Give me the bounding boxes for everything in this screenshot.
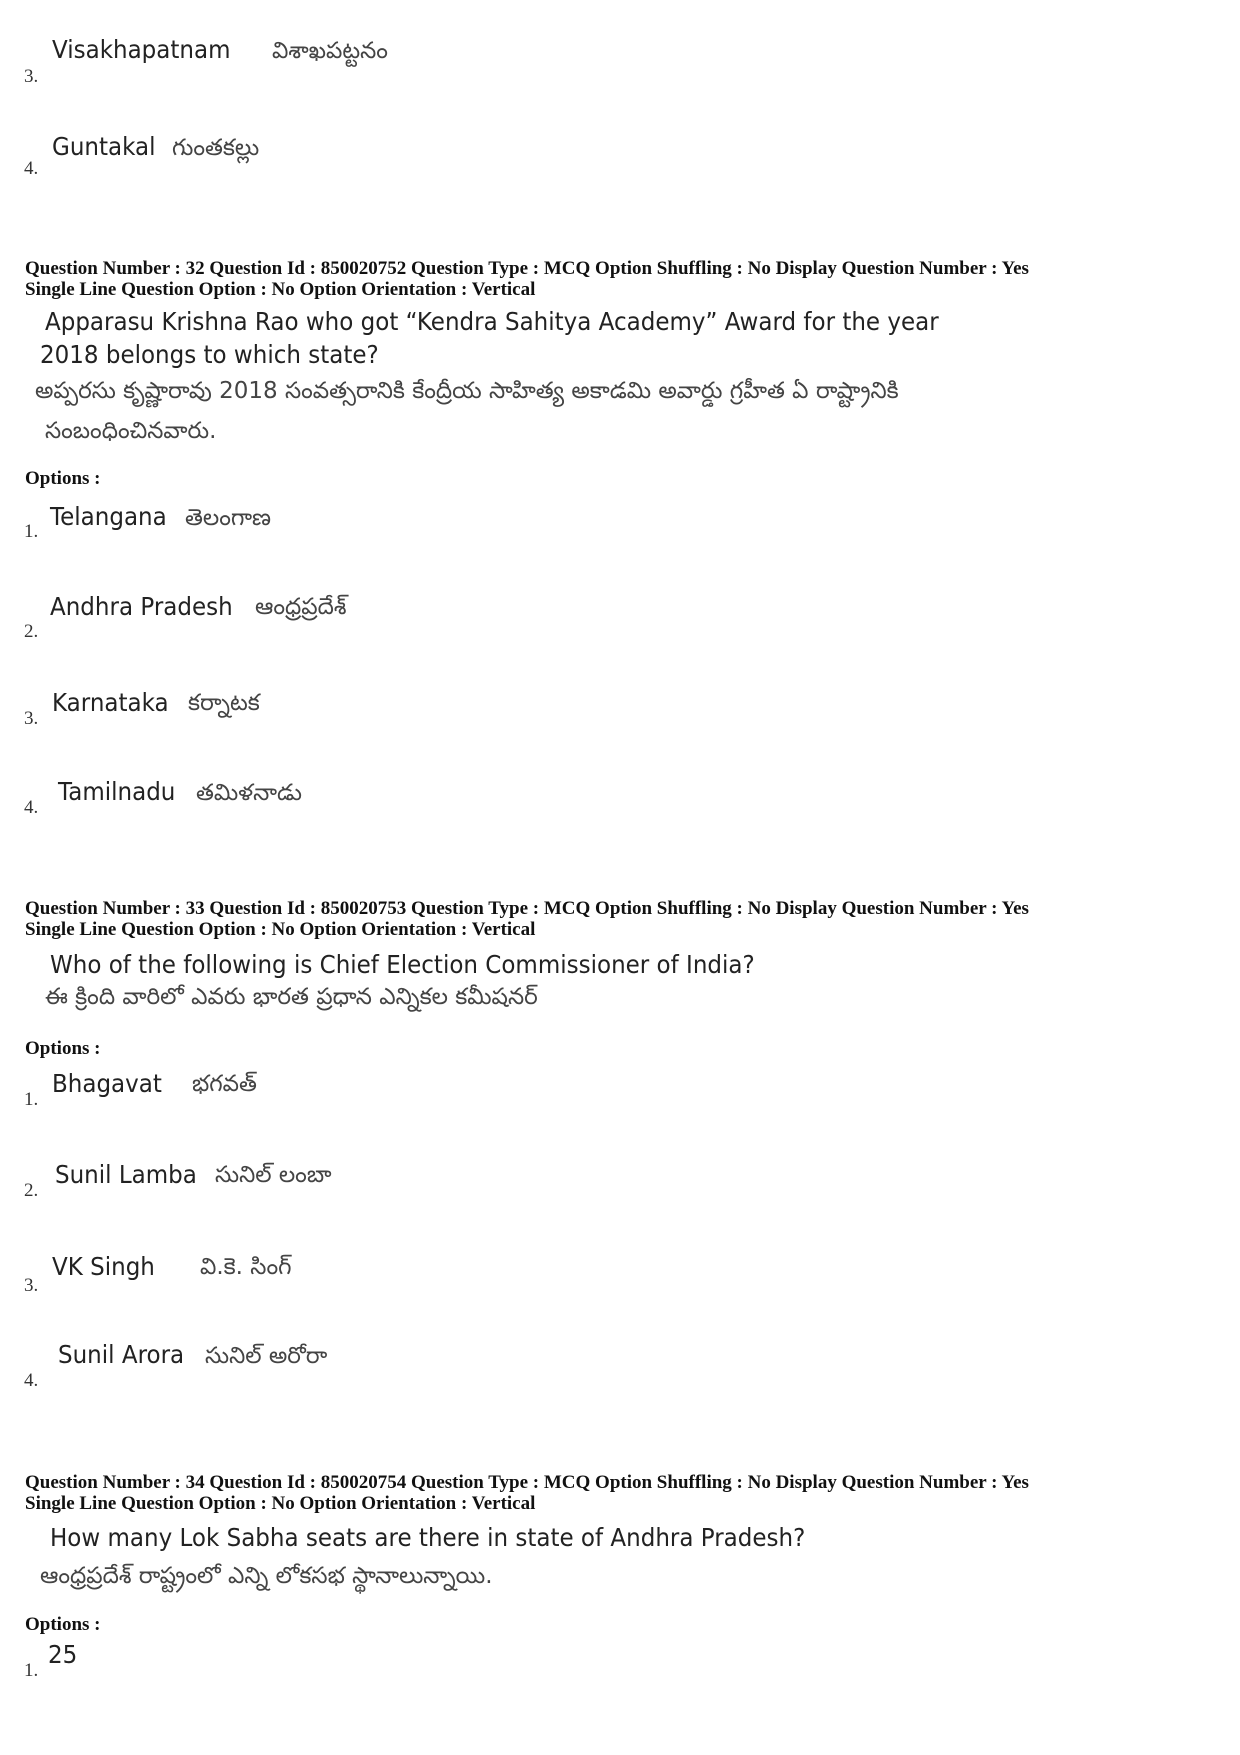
option-text-telugu: గుంతకల్లు xyxy=(172,135,260,161)
options-label: Options : xyxy=(25,468,101,489)
question-text: How many Lok Sabha seats are there in state of Andhra Pradesh? xyxy=(50,1523,806,1552)
option-text-telugu: సునిల్ లంబా xyxy=(215,1162,332,1188)
question-header: Single Line Question Option : No Option Orientation : Vertical xyxy=(25,279,536,300)
option-number: 4. xyxy=(24,158,39,179)
question-header: Single Line Question Option : No Option Orientation : Vertical xyxy=(25,919,536,940)
option-text: Karnataka xyxy=(52,688,169,717)
option-number: 3. xyxy=(24,1275,39,1296)
option-number: 2. xyxy=(24,1180,39,1201)
options-label: Options : xyxy=(25,1038,101,1059)
option-text: Sunil Arora xyxy=(58,1340,185,1369)
option-text-telugu: విశాఖపట్టనం xyxy=(272,38,388,64)
option-number: 1. xyxy=(24,521,39,542)
option-text: Guntakal xyxy=(52,132,156,161)
option-text-telugu: తెలంగాణ xyxy=(185,505,272,531)
question-text-telugu: ఆంధ్రప్రదేశ్ రాష్ట్రంలో ఎన్ని లోకసభ స్థానాలున్నాయి. xyxy=(40,1563,493,1589)
option-text-telugu: సునిల్ అరోరా xyxy=(205,1343,328,1369)
option-text-telugu: ఆంధ్రప్రదేశ్ xyxy=(255,594,347,620)
question-text-telugu: ఈ క్రింది వారిలో ఎవరు భారత ప్రధాన ఎన్నికల కమీషనర్ xyxy=(45,984,538,1010)
option-text-telugu: భగవత్ xyxy=(192,1071,257,1097)
option-number: 4. xyxy=(24,1370,39,1391)
question-header: Single Line Question Option : No Option Orientation : Vertical xyxy=(25,1493,536,1514)
question-header: Question Number : 32 Question Id : 850020752 Question Type : MCQ Option Shuffling : No Display Question Number : Yes xyxy=(25,258,1029,279)
question-text-telugu: సంబంధించినవారు. xyxy=(45,418,217,444)
question-text: Who of the following is Chief Election Commissioner of India? xyxy=(50,950,755,979)
option-text-telugu: కర్నాటక xyxy=(188,690,260,716)
question-text: Apparasu Krishna Rao who got “Kendra Sahitya Academy” Award for the year xyxy=(45,307,939,336)
option-text: Visakhapatnam xyxy=(52,35,231,64)
option-text: Tamilnadu xyxy=(58,777,176,806)
option-number: 1. xyxy=(24,1089,39,1110)
option-number: 1. xyxy=(24,1660,39,1681)
option-text-telugu: వి.కె. సింగ్ xyxy=(200,1254,292,1280)
option-text: Andhra Pradesh xyxy=(50,592,233,621)
question-text-telugu: అప్పరసు కృష్ణారావు 2018 సంవత్సరానికి కేంద్రీయ సాహిత్య అకాడమి అవార్డు గ్రహీత ఏ రాష్ట్రానికి xyxy=(35,378,899,404)
option-text: Telangana xyxy=(50,502,167,531)
option-text: VK Singh xyxy=(52,1252,155,1281)
option-text-telugu: తమిళనాడు xyxy=(196,780,302,806)
question-header: Question Number : 33 Question Id : 850020753 Question Type : MCQ Option Shuffling : No Display Question Number : Yes xyxy=(25,898,1029,919)
option-number: 2. xyxy=(24,621,39,642)
option-number: 3. xyxy=(24,708,39,729)
option-text: 25 xyxy=(48,1640,78,1669)
option-number: 4. xyxy=(24,797,39,818)
options-label: Options : xyxy=(25,1614,101,1635)
option-text: Sunil Lamba xyxy=(55,1160,197,1189)
option-text: Bhagavat xyxy=(52,1069,162,1098)
question-header: Question Number : 34 Question Id : 850020754 Question Type : MCQ Option Shuffling : No Display Question Number : Yes xyxy=(25,1472,1029,1493)
question-text: 2018 belongs to which state? xyxy=(40,340,379,369)
option-number: 3. xyxy=(24,66,39,87)
